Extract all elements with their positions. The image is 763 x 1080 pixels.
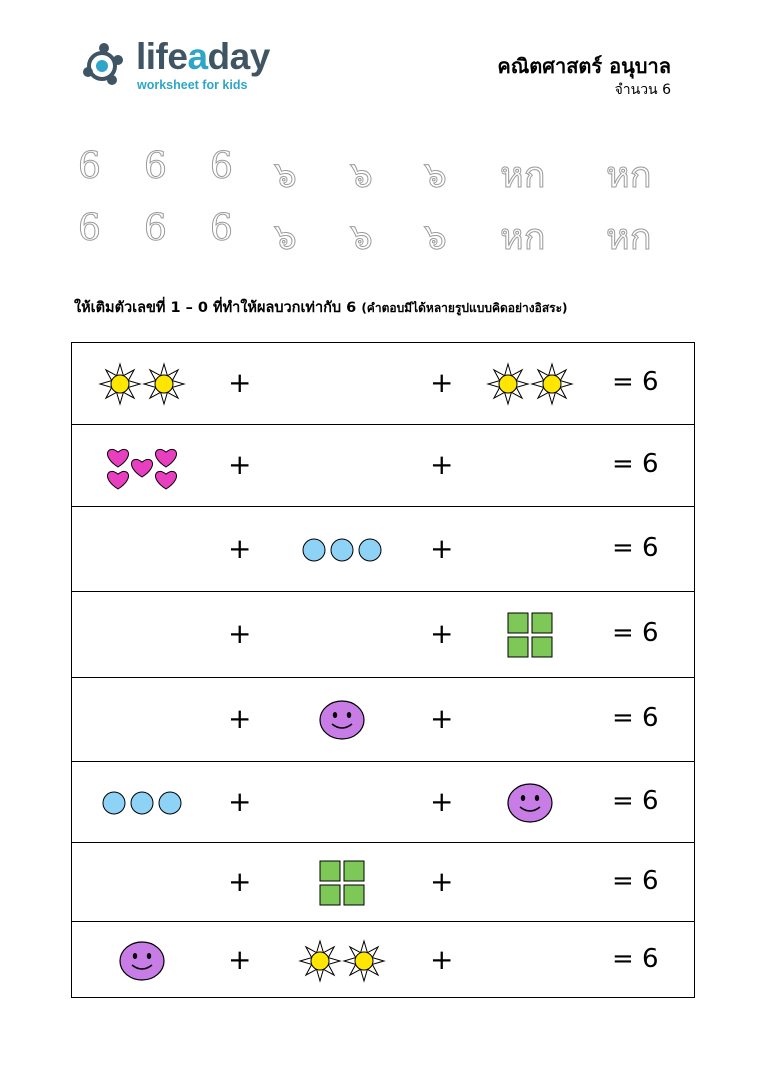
- equation-row: [72, 592, 694, 678]
- smiley-group-icon: [82, 926, 202, 996]
- plus-sign: +: [430, 531, 454, 565]
- trace-thai-word: หก: [606, 217, 652, 258]
- page-subtitle: จำนวน 6: [614, 82, 671, 98]
- plus-sign: +: [228, 366, 252, 399]
- plus-sign: +: [228, 617, 252, 650]
- molecule-logo-icon: [82, 40, 132, 90]
- trace-digit: 6: [144, 146, 167, 187]
- plus-sign: +: [228, 942, 252, 976]
- trace-thai-digit: ๖: [424, 155, 447, 196]
- equation-row: [72, 425, 694, 507]
- page-title: คณิตศาสตร์ อนุบาล: [497, 54, 671, 78]
- logo-text-life: life: [136, 36, 188, 77]
- plus-sign: +: [430, 942, 454, 976]
- trace-thai-digit: ๖: [274, 217, 297, 258]
- plus-sign: +: [228, 448, 252, 481]
- trace-thai-digit: ๖: [350, 217, 373, 258]
- trace-thai-word: หก: [606, 155, 652, 196]
- logo-text-a: a: [187, 36, 208, 77]
- equation-row: [72, 507, 694, 592]
- equals-six: = 6: [612, 865, 659, 896]
- trace-thai-digit: ๖: [350, 155, 373, 196]
- smiley-group-icon: [282, 685, 402, 755]
- logo-text-day: day: [207, 36, 270, 77]
- equals-six: = 6: [612, 532, 659, 563]
- plus-sign: +: [228, 531, 252, 565]
- equals-six: = 6: [612, 618, 659, 648]
- tracing-row-2: [60, 208, 690, 258]
- equation-row: [72, 678, 694, 762]
- instruction-note: (คำตอบมีได้หลายรูปแบบคิดอย่างอิสระ): [361, 301, 568, 315]
- sun-group-icon: [470, 349, 590, 419]
- square-group-icon: [470, 600, 590, 670]
- heart-group-icon: [82, 431, 202, 501]
- equation-row: [72, 762, 694, 843]
- plus-sign: +: [228, 784, 252, 818]
- equation-row: [72, 922, 694, 999]
- equals-six: = 6: [612, 367, 659, 397]
- trace-thai-word: หก: [500, 217, 546, 258]
- sun-group-icon: [282, 926, 402, 996]
- equation-table: [71, 342, 695, 998]
- trace-digit: 6: [78, 208, 101, 249]
- equation-row: [72, 343, 694, 425]
- plus-sign: +: [228, 702, 252, 735]
- logo-wordmark: [136, 36, 270, 78]
- trace-thai-digit: ๖: [274, 155, 297, 196]
- tracing-row-1: [60, 146, 690, 196]
- smiley-group-icon: [470, 768, 590, 838]
- logo-tagline: worksheet for kids: [137, 78, 248, 92]
- plus-sign: +: [430, 784, 454, 818]
- trace-thai-digit: ๖: [424, 217, 447, 258]
- trace-digit: 6: [144, 208, 167, 249]
- trace-digit: 6: [210, 146, 233, 187]
- square-group-icon: [282, 848, 402, 918]
- plus-sign: +: [430, 366, 454, 399]
- equals-six: = 6: [612, 943, 659, 974]
- trace-digit: 6: [78, 146, 101, 187]
- instruction-main: ให้เติมตัวเลขที่ 1 – 0 ที่ทำให้ผลบวกเท่ากับ 6: [74, 300, 357, 316]
- trace-thai-word: หก: [500, 155, 546, 196]
- instruction-text: [74, 296, 568, 319]
- plus-sign: +: [228, 864, 252, 898]
- sun-group-icon: [82, 349, 202, 419]
- plus-sign: +: [430, 864, 454, 898]
- plus-sign: +: [430, 702, 454, 735]
- equals-six: = 6: [612, 703, 659, 733]
- equals-six: = 6: [612, 785, 659, 816]
- circle-group-icon: [282, 515, 402, 585]
- plus-sign: +: [430, 617, 454, 650]
- equation-row: [72, 843, 694, 922]
- plus-sign: +: [430, 448, 454, 481]
- lifeaday-logo: [82, 38, 282, 94]
- trace-digit: 6: [210, 208, 233, 249]
- equals-six: = 6: [612, 449, 659, 479]
- circle-group-icon: [82, 768, 202, 838]
